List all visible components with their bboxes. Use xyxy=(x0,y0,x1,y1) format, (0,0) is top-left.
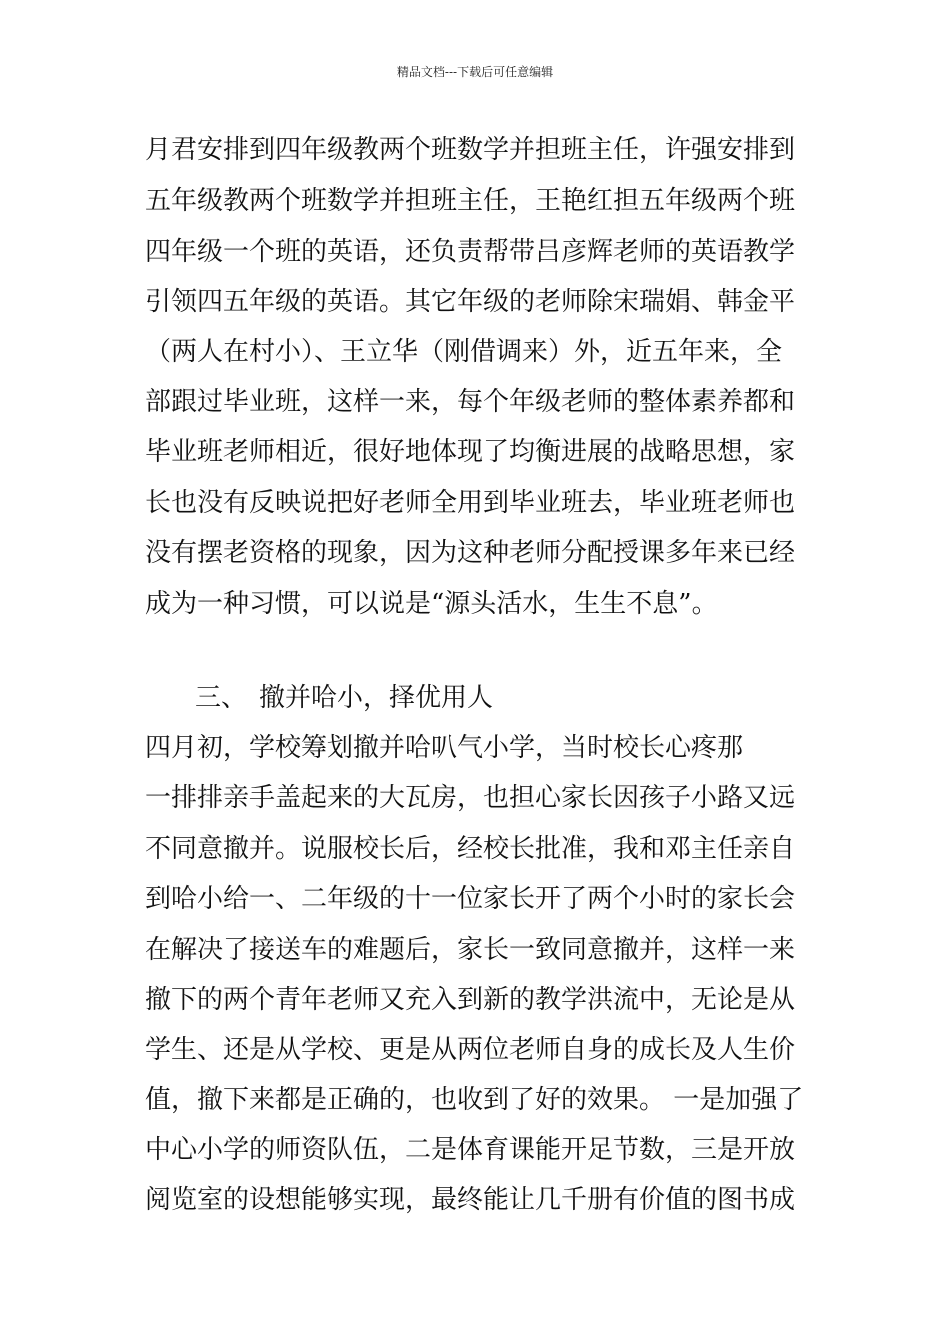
paragraph-2-line-6: 撤下的两个青年老师又充入到新的教学洪流中，无论是从 xyxy=(145,985,796,1015)
paragraph-1-line-10: 成为一种习惯，可以说是“源头活水，生生不息”。 xyxy=(145,589,718,619)
section-3-number: 三、 xyxy=(195,683,248,713)
paragraph-2-line-1: 四月初，学校筹划撤并哈叭气小学，当时校长心疼那 xyxy=(145,733,744,763)
paragraph-1-line-8: 长也没有反映说把好老师全用到毕业班去，毕业班老师也 xyxy=(145,488,796,518)
section-3-title: 撤并哈小，择优用人 xyxy=(259,683,494,713)
paragraph-2-line-7: 学生、还是从学校、更是从两位老师自身的成长及人生价 xyxy=(145,1035,796,1065)
paragraph-2-line-2: 一排排亲手盖起来的大瓦房，也担心家长因孩子小路又远 xyxy=(145,783,796,813)
paragraph-1-line-7: 毕业班老师相近，很好地体现了均衡进展的战略思想，家 xyxy=(145,437,796,467)
paragraph-1-line-4: 引领四五年级的英语。其它年级的老师除宋瑞娟、韩金平 xyxy=(145,287,796,317)
paragraph-1-line-3: 四年级一个班的英语，还负责帮带吕彦辉老师的英语教学 xyxy=(145,237,796,267)
paragraph-2-line-8: 值，撤下来都是正确的，也收到了好的效果。 一是加强了 xyxy=(145,1085,804,1115)
paragraph-1-line-6: 部跟过毕业班，这样一来，每个年级老师的整体素养都和 xyxy=(145,387,796,417)
paragraph-1-line-2: 五年级教两个班数学并担班主任，王艳红担五年级两个班 xyxy=(145,186,796,216)
paragraph-2-line-4: 到哈小给一、二年级的十一位家长开了两个小时的家长会 xyxy=(145,884,796,914)
paragraph-2-line-9: 中心小学的师资队伍，二是体育课能开足节数，三是开放 xyxy=(145,1135,796,1165)
paragraph-1-line-5: （两人在村小）、王立华（刚借调来）外，近五年来，全 xyxy=(145,337,783,367)
page-header: 精品文档---下载后可任意编辑 xyxy=(396,65,554,79)
paragraph-1-line-9: 没有摆老资格的现象，因为这种老师分配授课多年来已经 xyxy=(145,538,796,568)
section-3-heading xyxy=(195,672,493,724)
paragraph-2-line-10: 阅览室的设想能够实现，最终能让几千册有价值的图书成 xyxy=(145,1185,796,1215)
paragraph-2-line-5: 在解决了接送车的难题后，家长一致同意撤并，这样一来 xyxy=(145,935,796,965)
paragraph-2-line-3: 不同意撤并。说服校长后，经校长批准，我和邓主任亲自 xyxy=(145,834,796,864)
paragraph-1-line-1: 月君安排到四年级教两个班数学并担班主任，许强安排到 xyxy=(145,135,796,165)
